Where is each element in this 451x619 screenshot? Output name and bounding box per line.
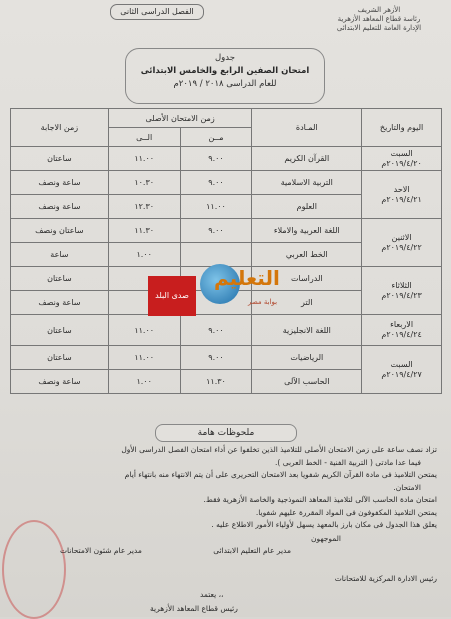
- day-date: ٢٠١٩/٤/٢٢م: [381, 242, 422, 252]
- subject-cell: الخط العربي: [252, 243, 362, 267]
- ministry-line: الإدارة العامة للتعليم الابتدائى: [336, 24, 422, 32]
- answer-cell: ساعتان: [11, 147, 109, 171]
- answer-cell: ساعة ونصف: [11, 171, 109, 195]
- signature-head: رئيس قطاع المعاهد الأزهرية: [150, 604, 238, 613]
- day-cell: [362, 267, 442, 315]
- from-cell: ١١.٠٠: [180, 195, 252, 219]
- subject-cell: العلوم: [252, 195, 362, 219]
- to-cell: ١١.٠٠: [108, 315, 180, 346]
- day-name: السبت: [390, 359, 413, 369]
- note-item: امتحان مادة الحاسب الآلى لتلاميذ المعاهد النموذجية والخاصة الأزهرية فقط.: [203, 495, 437, 504]
- subject-cell: الرياضيات: [252, 346, 362, 370]
- signature-central: رئيس الادارة المركزية للامتحانات: [334, 574, 437, 583]
- notes-list: [17, 444, 437, 532]
- answer-cell: ساعة ونصف: [11, 195, 109, 219]
- day-date: ٢٠١٩/٤/٢٠م: [381, 158, 422, 168]
- to-cell: ١١.٠٠: [108, 346, 180, 370]
- from-cell: ٩.٠٠: [180, 147, 252, 171]
- day-cell: [362, 315, 442, 346]
- table-row: [11, 219, 442, 243]
- signature-right-label: الموجهون: [310, 534, 341, 543]
- day-date: ٢٠١٩/٤/٢١م: [381, 194, 422, 204]
- subject-cell: اللغة الانجليزية: [252, 315, 362, 346]
- schedule-title: [125, 48, 325, 104]
- day-name: الثلاثاء: [391, 280, 412, 290]
- subject-cell: القرآن الكريم: [252, 147, 362, 171]
- day-date: ٢٠١٩/٤/٢٣م: [381, 290, 422, 300]
- answer-cell: ساعة ونصف: [11, 370, 109, 394]
- to-cell: ١١.٣٠: [108, 219, 180, 243]
- answer-cell: ساعة: [11, 243, 109, 267]
- title-line: جدول: [215, 53, 235, 63]
- from-cell: ١١.٣٠: [180, 370, 252, 394]
- day-date: ٢٠١٩/٤/٢٧م: [381, 369, 422, 379]
- day-name: السبت: [390, 148, 413, 158]
- from-cell: ٩.٠٠: [180, 346, 252, 370]
- answer-cell: ساعتان: [11, 346, 109, 370]
- watermark-brand: التعليم: [214, 266, 280, 290]
- watermark-tagline: بوابة مصر: [248, 298, 278, 306]
- table-row: [11, 346, 442, 370]
- watermark-badge: صدى البلد: [148, 276, 196, 316]
- day-name: الاثنين: [391, 232, 412, 242]
- subject-cell: التربية الاسلامية: [252, 171, 362, 195]
- subject-cell: اللغة العربية والاملاء: [252, 219, 362, 243]
- signature-right-title: مدير عام التعليم الابتدائى: [213, 546, 291, 555]
- signature-approved: يعتمد ،،: [200, 590, 224, 599]
- from-cell: ٩.٠٠: [180, 171, 252, 195]
- note-item: يمتحن التلاميذ فى مادة القرآن الكريم شفويا بعد الامتحان التحريرى على أن يتم الانتهاء منه بانتهاء أيام: [124, 470, 437, 479]
- day-cell: [362, 346, 442, 394]
- to-cell: ١.٠٠: [108, 243, 180, 267]
- table-row: [11, 171, 442, 195]
- notes-title: ملحوظات هامة: [155, 424, 297, 442]
- watermark-logo: [148, 258, 298, 330]
- to-cell: ١٢.٣٠: [108, 195, 180, 219]
- subject-cell: الدراسات: [252, 267, 362, 291]
- to-cell: ١.٠٠: [108, 370, 180, 394]
- ministry-header: [319, 6, 439, 33]
- from-cell: ٩.٠٠: [180, 315, 252, 346]
- table-row: [11, 147, 442, 171]
- ministry-line: رئاسة قطاع المعاهد الأزهرية: [337, 15, 421, 23]
- day-name: الاربعاء: [390, 320, 414, 329]
- answer-cell: ساعتان: [11, 267, 109, 291]
- day-date: ٢٠١٩/٤/٢٤م: [381, 330, 422, 339]
- signature-left-title: مدير عام شئون الامتحانات: [60, 546, 142, 555]
- exam-table: [10, 108, 442, 394]
- title-line: للعام الدراسى ٢٠١٨ / ٢٠١٩م: [173, 79, 277, 89]
- to-cell: ١٠.٣٠: [108, 171, 180, 195]
- header-subject: المـادة: [252, 109, 362, 147]
- official-stamp: [2, 520, 66, 619]
- day-cell: [362, 171, 442, 219]
- answer-cell: ساعة ونصف: [11, 291, 109, 315]
- subject-cell: التر: [252, 291, 362, 315]
- note-item: يمتحن التلاميذ المكفوفون فى المواد المقررة عليهم شفويا.: [255, 507, 437, 517]
- header-answer-time: زمن الاجابة: [11, 109, 109, 147]
- note-item: يعلق هذا الجدول فى مكان بارز بالمعهد يسهل لأولياء الأمور الاطلاع عليه .: [211, 520, 437, 529]
- answer-cell: ساعتان: [11, 315, 109, 346]
- day-cell: [362, 219, 442, 267]
- answer-cell: ساعتان ونصف: [11, 219, 109, 243]
- term-badge: الفصل الدراسى الثانى: [110, 4, 204, 20]
- note-item: الامتحان.: [393, 482, 421, 492]
- header-original-time: زمن الامتحان الأصلى: [108, 109, 252, 128]
- to-cell: ١١.٠٠: [108, 147, 180, 171]
- note-item: فيما عدا مادتى ( التربية الفنية - الخط العربى ).: [275, 457, 421, 467]
- title-line: امتحان الصفين الرابع والخامس الابتدائى: [140, 66, 310, 76]
- header-to: الــى: [108, 128, 180, 147]
- day-cell: [362, 147, 442, 171]
- header-day: اليوم والتاريخ: [362, 109, 442, 147]
- from-cell: ٩.٠٠: [180, 219, 252, 243]
- day-name: الاحد: [393, 184, 410, 194]
- header-from: مــن: [180, 128, 252, 147]
- note-item: تزاد نصف ساعة على زمن الامتحان الأصلى للتلاميذ الذين تخلفوا عن أداء امتحان الفصل الدراسى الأول: [121, 445, 437, 454]
- ministry-line: الأزهر الشريف: [357, 6, 401, 14]
- subject-cell: الحاسب الآلى: [252, 370, 362, 394]
